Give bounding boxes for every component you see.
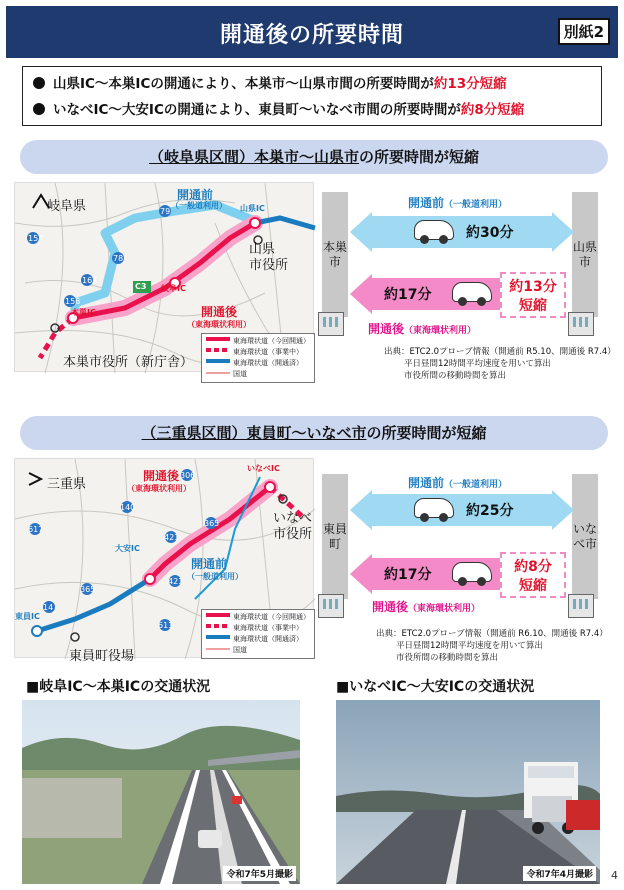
before-time: 約30分 [466,225,514,241]
title-bar [6,6,618,58]
route-shield: 78 [113,254,124,263]
route-shield: 140 [120,503,136,512]
after-arrow [350,274,516,314]
bullet-icon [33,103,45,115]
ic-inabe: いなべIC [247,464,280,473]
page-number: 4 [611,869,618,882]
photo-date-stamp: 令和7年5月撮影 [223,866,296,881]
route-shield-c3: C3 [135,282,147,291]
car-icon [414,220,454,240]
before-sub: （一般道利用） [187,572,243,581]
route-shield: 611 [158,621,174,630]
route-shield: 79 [160,207,171,216]
after-arrow [350,554,516,594]
pref-label: 三重県 [47,477,87,492]
map-mie [14,458,314,664]
before-arrow [350,490,574,530]
car-icon [414,498,454,518]
ic-daian: 大安IC [115,544,140,553]
route-shield: 14 [43,603,54,612]
route-shield: 617 [28,525,44,534]
section-heading-gifu: （岐阜県区間）本巣市～山県市の所要時間が短縮 [20,140,608,174]
car-icon [452,282,492,302]
after-sub: （東海環状利用） [187,320,251,329]
ic-gifu: 岐阜IC [161,284,186,293]
car-icon [452,562,492,582]
after-label: 開通後 [143,469,180,483]
photo-date-stamp: 令和7年4月撮影 [523,866,596,881]
route-shield: 365 [204,519,220,528]
source-note: 出典：ETC2.0プローブ情報（開通前 R5.10、開通後 R7.4） 平日昼間12時間平均速度を用いて算出 市役所間の移動時間を算出 [384,347,616,381]
route-shield: 156 [65,297,81,306]
section-heading-mie: （三重県区間）東員町～いなべ市の所要時間が短縮 [20,416,608,450]
town-toin: 東員町役場 [69,649,135,664]
route-shield: 421 [164,533,180,542]
after-label: 開通後（東海環状利用） [372,600,481,614]
before-label: 開通前 [177,188,214,202]
city-yamagata-2: 市役所 [249,258,289,273]
route-shield: 365 [80,585,96,594]
after-time: 約17分 [384,287,432,303]
photo-inabe-daian [336,700,600,884]
ic-toin: 東員IC [15,612,40,621]
map-legend: 東海環状道（今回開通） 東海環状道（事業中） 東海環状道（開通済） 国道 [201,609,315,659]
route-shield: 157 [28,234,44,243]
before-arrow [350,212,574,252]
building-icon [318,594,344,618]
saving-highlight: 約13分短縮 [433,76,507,92]
after-time: 約17分 [384,567,432,583]
building-icon [568,594,594,618]
after-label: 開通後 [201,305,238,319]
before-sub: （一般道利用） [171,201,227,210]
summary-box [22,66,602,126]
photo-heading-right: ■いなべIC～大安ICの交通状況 [336,679,535,695]
ic-motosu: 本巣IC [71,308,96,317]
summary-line-2: いなべIC～大安ICの開通により、東員町～いなべ市間の所要時間が約8分短縮 [33,97,591,123]
bullet-icon [33,77,45,89]
building-icon [318,312,344,336]
city-bar-left: 東員町 [322,474,348,599]
city-bar-left: 本巣市 [322,192,348,317]
before-time: 約25分 [466,503,514,519]
before-label: 開通前 [191,557,228,571]
page-title: 開通後の所要時間 [219,23,404,48]
city-bar-right: いなべ市 [572,474,598,599]
map-legend: 東海環状道（今回開通） 東海環状道（事業中） 東海環状道（開通済） 国道 [201,333,315,383]
before-label: 開通前（一般道利用） [408,476,508,490]
after-sub: （東海環状利用） [127,484,191,493]
city-motosu: 本巣市役所（新庁舎） [63,355,194,370]
city-inabe-1: いなべ [273,511,313,526]
route-shield: 306 [180,471,196,480]
photo-heading-left: ■岐阜IC～本巣ICの交通状況 [26,679,211,695]
route-shield: 167 [82,276,98,285]
ic-yamagata: 山県IC [240,204,265,213]
pref-label: 岐阜県 [47,199,87,214]
time-comparison-mie [316,458,610,664]
saving-box: 約13分 短縮 [500,272,566,318]
city-bar-right: 山県市 [572,192,598,317]
map-gifu [14,182,314,378]
city-yamagata-1: 山県 [249,242,276,257]
city-inabe-2: 市役所 [273,527,313,542]
source-note: 出典：ETC2.0プローブ情報（開通前 R6.10、開通後 R7.4） 平日昼間12時間平均速度を用いて算出 市役所間の移動時間を算出 [376,629,608,663]
after-label: 開通後（東海環状利用） [368,322,477,336]
photo-gifu-motosu [22,700,300,884]
time-comparison-gifu [316,182,616,382]
appendix-tag: 別紙2 [558,18,610,45]
before-label: 開通前（一般道利用） [408,196,508,210]
summary-line-1: 山県IC～本巣ICの開通により、本巣市～山県市間の所要時間が約13分短縮 [33,71,591,97]
building-icon [568,312,594,336]
saving-highlight: 約8分短縮 [460,102,525,118]
route-shield: 421 [168,577,184,586]
saving-box: 約8分 短縮 [500,552,566,598]
